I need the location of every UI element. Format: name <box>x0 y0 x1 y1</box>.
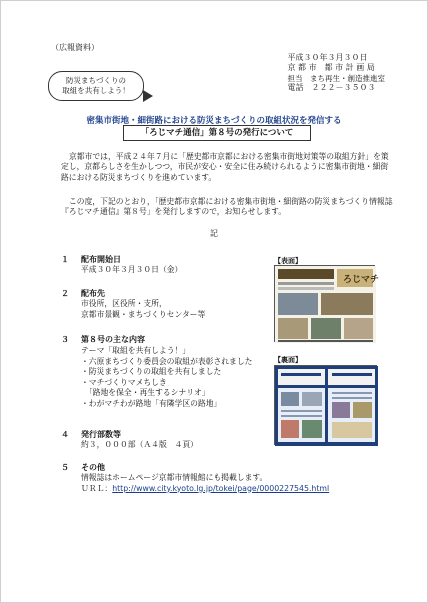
intro-paragraph-1: 京都市では，平成２４年７月に「歴史都市京都における密集市街地対策等の取組方針」を策定し，京都らしさを生かしつつ，市民が安心・安全に住み続けられるように密集市街地・細街路における防災まちづくりを進めています。 <box>61 152 389 182</box>
url-label: ＵＲＬ： <box>81 483 113 493</box>
section-3-line: テーマ「取組を共有しよう！」 <box>81 346 191 355</box>
section-3-body <box>81 346 252 409</box>
section-1-number: １ <box>61 255 69 264</box>
section-2-line: 京都市景観・まちづくりセンター等 <box>81 309 206 319</box>
newsletter-back-thumbnail <box>274 365 377 445</box>
section-3-number: ３ <box>61 335 69 344</box>
section-5-heading: その他 <box>81 463 105 472</box>
newsletter-front-thumbnail <box>274 265 380 342</box>
section-2-body <box>81 299 205 320</box>
phone: 電話 ２２２－３５０３ <box>287 83 376 93</box>
front-page-image <box>275 266 380 343</box>
section-3-heading: 第８号の主な内容 <box>81 335 145 344</box>
section-4-heading: 発行部数等 <box>81 430 121 439</box>
svg-text:ろじマチ: ろじマチ <box>343 275 380 285</box>
section-3-line: ・わがマチわが路地「有隣学区の路地」 <box>81 398 222 408</box>
section-4-line: 約３，０００部（Ａ４版 ４頁） <box>81 440 198 449</box>
section-1-heading: 配布開始日 <box>81 255 121 264</box>
issuer-block <box>288 53 386 94</box>
front-label: 【表面】 <box>274 257 302 265</box>
section-5-number: ５ <box>61 463 69 472</box>
press-label: （広報資料） <box>51 43 99 52</box>
section-4-number: ４ <box>61 430 69 439</box>
section-1-body <box>81 265 182 276</box>
section-3-line: ・マチづくりマメちしき <box>81 377 167 387</box>
website-link[interactable]: http://www.city.kyoto.lg.jp/tokei/page/0000227545.html <box>112 483 330 493</box>
bubble-line-2: 取組を共有しよう！ <box>62 85 130 95</box>
section-2-line: 市役所，区役所・支所， <box>81 299 167 308</box>
contact-person: 担当 まち再生・創造推進室 <box>287 73 385 83</box>
issue-date: 平成３０年３月３０日 <box>287 53 368 62</box>
bubble-line-1: 防災まちづくりの <box>66 76 126 85</box>
speech-bubble <box>48 71 144 101</box>
section-5-body <box>81 473 329 494</box>
section-2-heading: 配布先 <box>81 289 105 298</box>
section-3-line: ・防災まちづくりの取組を共有しました <box>81 367 222 377</box>
url-line <box>81 484 329 495</box>
main-title: 密集市街地・細街路における防災まちづくりの取組状況を発信する <box>86 116 342 126</box>
section-4-body <box>81 440 198 451</box>
intro-paragraph-2: この度，下記のとおり，「歴史都市京都における密集市街地・細街路の防災まちづくり情報誌『ろじマチ通信』第８号」を発行しますので，お知らせします。 <box>61 197 393 217</box>
section-3-line: ・六原まちづくり委員会の取組が表彰されました <box>81 356 253 366</box>
section-2-number: ２ <box>61 289 69 298</box>
section-1-line: 平成３０年３月３０日（金） <box>81 265 183 274</box>
ki-marker: 記 <box>210 229 218 238</box>
back-page-image <box>275 366 378 446</box>
section-3-line: 「路地を保全・再生するシナリオ」 <box>81 388 210 398</box>
department: 京 都 市 都 市 計 画 局 <box>287 63 375 73</box>
sub-title: 「ろじマチ通信」第８号の発行について <box>123 125 311 141</box>
section-5-line: 情報誌はホームページ京都市情報館にも掲載します。 <box>81 473 268 482</box>
back-label: 【裏面】 <box>274 356 302 364</box>
